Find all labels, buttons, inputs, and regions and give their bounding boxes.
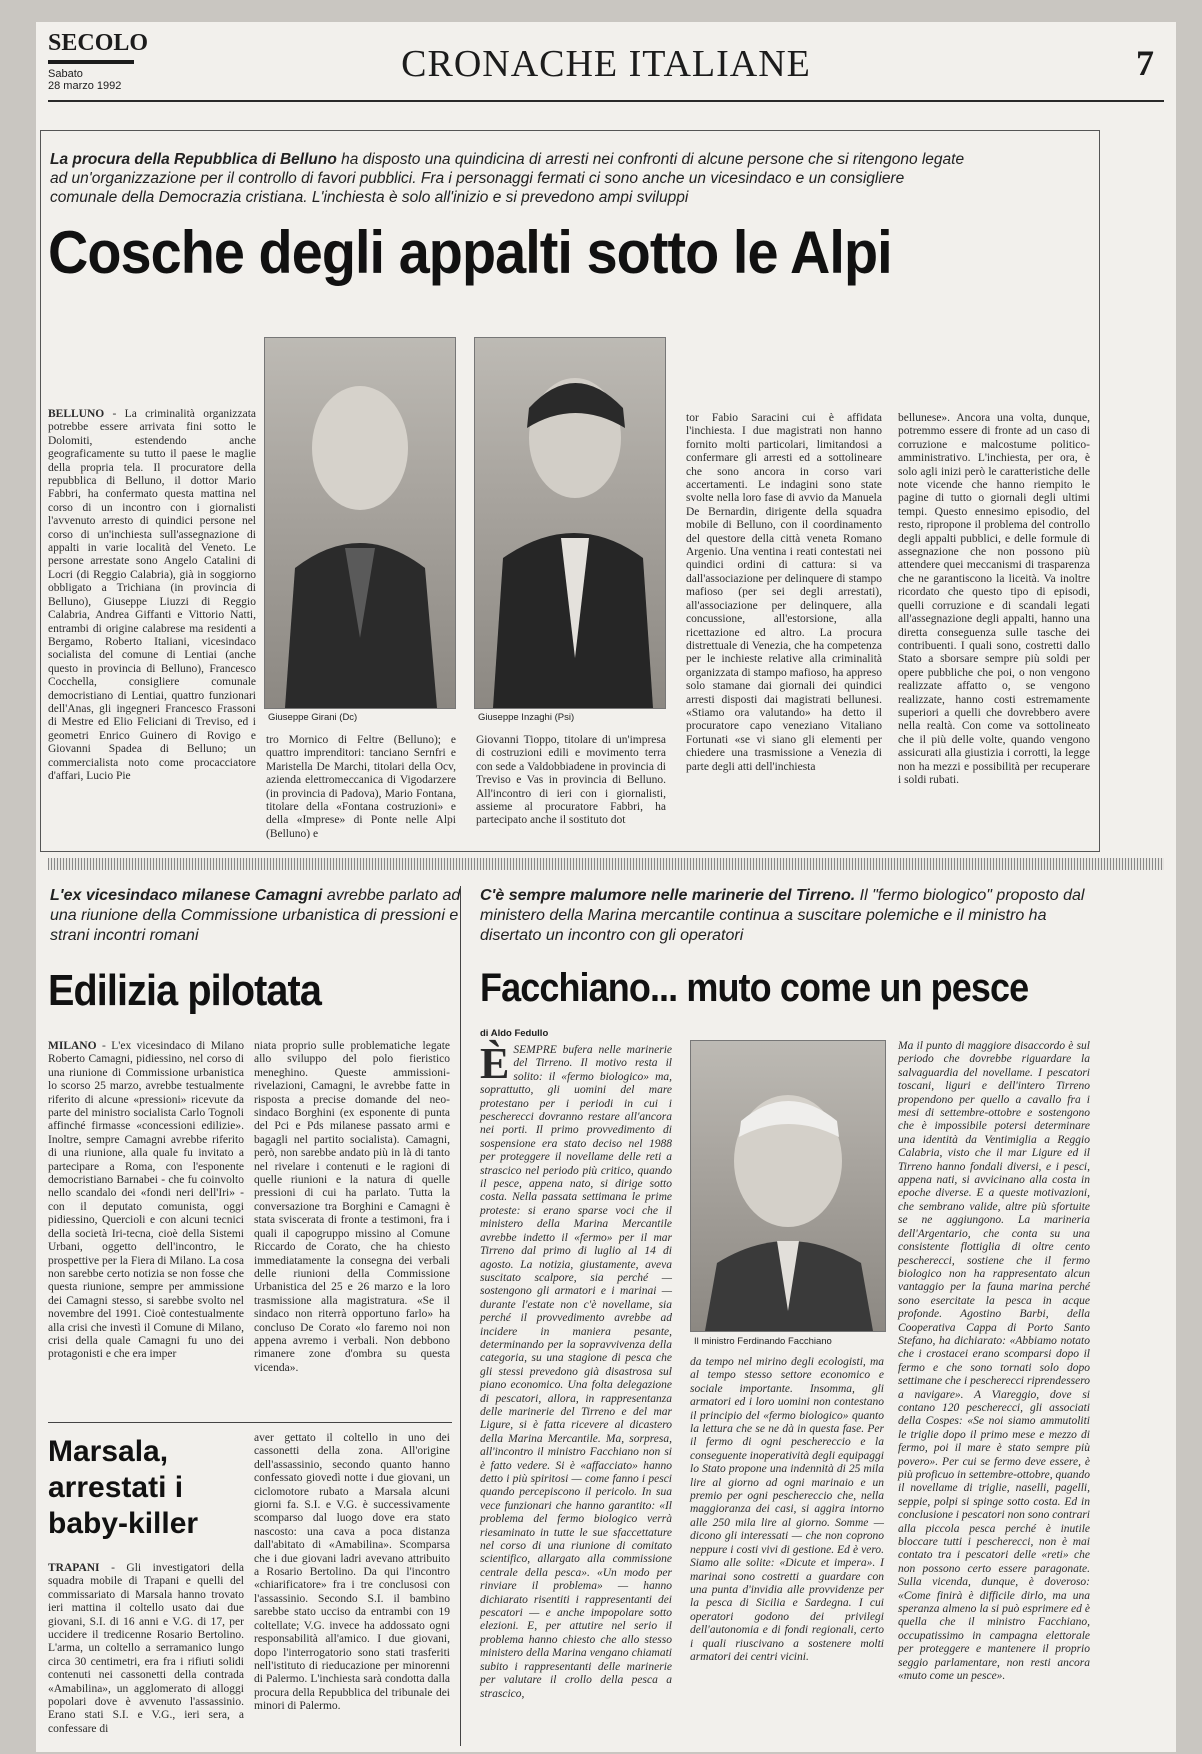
article3-kicker-rest: Il "fermo biologico" proposto dal ministero della Marina mercantile continua a suscitare polemiche e il ministro ha disertato un incontro con gli operatori [480,887,1085,944]
portrait-inzaghi-image [475,338,665,708]
article1-col5-text: bellunese». Ancora una volta, dunque, potremmo essere di fronte ad un caso di corruzione e malcostume politico-amministrativo. L'inchiesta, per ora, è solo agli inizi però le caratteristiche delle note vicende che hanno riempito le pagine di tutto o giornali degli ultimi tempi. Questo ennesimo episodio, del resto, ripropone il problema del controllo degli appalti pubblici, e delle formule di assegnazione che non possono più attendere quei meccanismi di trasparenza che ne garantiscono la liceità. Va inoltre ricordato che questo tipo di episodi, quelli corruzione e di scandali legati all'assegnazione degli appalti, hanno una diretta conseguenza sulle tasche dei contribuenti. I quali sono, costretti dallo Stato a sborsare sempre più soldi per opere pubbliche che poi, o non vengono realizzate affatto o, se vengono realizzate, hanno costi estremamente superiori a quelli che dovrebbero avere nella realtà. Con come va sottolineato che il più delle volte, quando vengono assicurati alla giustizia i corrotti, la legge non ha mezzi e possibilità per recuperare i soldi rubati. [898,412,1090,786]
article1-kicker-lead: La procura della Repubblica di Belluno [50,151,337,168]
article2-column-2 [254,1040,450,1412]
masthead-date-value: 28 marzo 1992 [48,80,122,92]
photo-facchiano [690,1040,886,1332]
article3-byline: di Aldo Fedullo [480,1028,549,1039]
article3-column-1 [480,1039,672,1744]
article1-dateline: BELLUNO [48,408,105,420]
article3-kicker [480,886,1100,946]
article2-kicker-rest: avrebbe parlato ad una riunione della Commissione urbanistica di pressioni e strani incontri romani [50,887,461,944]
article4-dateline: TRAPANI [48,1562,100,1574]
article3-col1-text: SEMPRE bufera nelle marinerie del Tirreno. Il motivo resta il solito: il «fermo biologico» ma, soprattutto, gli uomini del mare protestano per i periodi in cui i pescherecci dovranno restare all'ancora nei porti. Il primo provvedimento di sospensione era stato deciso nel 1988 per proteggere il novellame delle reti a strascico nel periodo più critico, quando il pesce, appena nato, si dirige sotto costa. Nella passata settimana le prime proteste: si erano sparse voci che il ministero della Marina Mercantile avrebbe indetto il «fermo» per il mar Tirreno dal primo di luglio al 14 di agosto. La notizia, giustamente, aveva suscitato scalpore, sia perché — sostengono gli armatori e i marinai — durante l'estate non c'è novellame, sia perché il provvedimento avrebbe ad incidere in maniera pesante, determinando per la sopravvivenza della categoria, su una stagione di pesca che gli stessi prevedono già disastrosa sul piano economico. Una folta delegazione di pescatori, allora, in rappresentanza delle marinerie del Tirreno e del mar Ligure, si è fatta ricevere al dicastero della Marina Mercantile. Ma, sorpresa, all'incontro il ministro Facchiano non si è fatto vedere. Si è «affacciato» hanno detto i più spiritosi — come fanno i pesci quando percepiscono il pericolo. In sua vece funzionari che hanno garantito: «Il problema del fermo biologico verrà riesaminato in tutte le sue sfaccettature nel corso di una riunione di comitato scientifico, allargato alla commissione centrale della pesca». «Un modo per rinviare il problema» — hanno dichiarato risentiti i rappresentanti dei pescatori — e anche impopolare sotto elezioni. E, per attutire nel serio il problema hanno chiesto che allo stesso ministero della Marina vengano chiamati subito i rappresentanti delle marinerie per valutare il crollo della pesca a strascico, [480,1044,672,1700]
article2-dateline: MILANO [48,1040,97,1052]
column-divider [460,886,461,1746]
newspaper-page [36,22,1176,1752]
article3-col2-text: da tempo nel mirino degli ecologisti, ma al tempo stesso settore economico e sociale importante. Insomma, gli armatori ed i loro uomini non contestano il principio del «fermo biologico» quanto la lettura che se ne dà in questa fase. Per il fermo di ogni peschereccio e la conseguente inoperatività degli equipaggi lo Stato propone una indennità di 25 mila lire al giorno ad ogni marinaio e un premio per ogni peschereccio che, nella maggioranza dei casi, si aggira intorno alle 250 mila lire al giorno. Somme — dicono gli interessati — che non coprono neppure i costi vivi di gestione. Ed è vero. Siamo alle solite: «Dicute et impera». I marinai sono costretti a guardare con una punta d'invidia alle provvidenze per la pesca di Sicilia e Sardegna. I cui operatori godono dei privilegi dell'autonomia e di fondi regionali, certo i quali riuscivano a sostenere molti armatori dei centri vicini. [690,1356,884,1663]
article2-column-1 [48,1040,244,1412]
article4-column-2 [254,1432,450,1742]
article1-col2-text: tro Mornico di Feltre (Belluno); e quattro imprenditori: tanciano Sernfri e Maristella De Marchi, titolari della Ocv, azienda elettromeccanica di Vigodarzere (in provincia di Padova), Mario Fontana, titolare della «Fontana costruzioni» e della «Imprese» di Ponte nelle Alpi (Belluno) e [266,734,456,840]
article3-column-2 [690,1356,884,1744]
article1-column-5 [898,412,1090,830]
article2-bottom-rule [48,1422,452,1423]
article4-col2-text: aver gettato il coltello in uno dei cassonetti della zona. All'origine dell'assassinio, secondo quanto hanno confessato giovedì notte i due giovani, un ciclomotore rubato a Marsala alcuni giorni fa. S.I. e V.G. è successivamente scomparso dal luogo dove era stato nascosto: una cava a poca distanza dall'abitato di «Amabilina». Scomparsa che i due giovani ladri avevano attribuito a Rosario Bertolino. Da qui l'incontro «chiarificatore» fra i tre conclusosi con l'assassinio. Secondo S.I. il bambino sarebbe stato ucciso da entrambi con 19 coltellate; V.G. invece ha addossato ogni responsabilità all'amico. I due giovani, dopo l'interrogatorio sono stati trasferiti nell'istituto di rieducazione per minorenni di Palermo. L'inchiesta sarà condotta dalla procura della Repubblica del tribunale dei minori di Palermo. [254,1432,450,1713]
article3-headline: Facchiano... muto come un pesce [480,966,1029,1010]
article2-col2-text: niata proprio sulle problematiche legate allo sviluppo del polo fieristico meneghino. Queste ammissioni-rivelazioni, Camagni, le avrebbe fatte in risposta a precise domande del neo-sindaco Borghini (ex esponente di punta del Pci e Pds milanese passato armi e bagagli nel partito socialista). Camagni, però, non sarebbe andato più in là di tanto nel rivelare i contenuti e le ragioni di quelle riunioni e la natura di quelle pressioni di cui ha parlato. Tutta la conversazione tra Borghini e Camagni è stata sviscerata di fronte a testimoni, fra i quali il capogruppo missino al Comune Riccardo de Corato, che ha chiesto immediatamente la consegna dei verbali delle riunioni della Commissione Urbanistica del 25 e 26 marzo e la loro trasmissione alla magistratura. «Se il sindaco non riterrà opportuno farlo» ha concluso De Corato «lo faremo noi non appena avremo i verbali. Non debbono rimanere zone d'ombra su questa vicenda». [254,1040,450,1374]
article3-column-3 [898,1040,1090,1744]
article1-column-1 [48,408,256,830]
article3-col3-text: Ma il punto di maggiore disaccordo è sul periodo che dovrebbe riguardare la salvaguardia del novellame. I pescatori toscani, liguri e dell'intero Tirreno propendono per quello a cavallo fra i mesi di settembre-ottobre e sostengono che è impossibile potersi determinare una identità da Ventimiglia a Reggio Calabria, visto che il mar Ligure ed il Tirreno hanno fondali diversi, e i pesci, appena nati, si avvicinano alla costa in epoche diverse. E a queste motivazioni, che sembrano valide, altre più sfortuite se ne aggiungono. La marineria dell'Argentario, che conta su una consistente flottiglia di oltre cento pescherecci, sostiene che il fermo biologico non ha rappresentato alcun vantaggio per la fauna marina perché sono esercitate la pesca in acque profonde. Agostino Barbi, della Cooperativa Cappa di Porto Santo Stefano, ha dichiarato: «Abbiamo notato che i crostacei erano scomparsi dopo il fermo e che sono tornati solo dopo settimane che i pescherecci riprendessero a navigare». A Viareggio, dove si contano 120 pescherecci, gli associati della Cospes: «Se noi siamo ammutoliti le triglie dopo il primo mese e mezzo di fermo, poi il mare è stato sempre più povero». Per cui se fermo deve essere, è più proficuo in settembre-ottobre, quando il novellame di triglie, naselli, pagelli, seppie, polpi si spinge sotto costa. Ed in conclusione i pescatori non sono contrari alla piccola pesca perché è inutile bloccare tutti i pescherecci, non è mai contato tra i pescatori delle «reti» che non possono certo essere paragonate. Sulla vicenda, dunque, è doveroso: «Come finirà è difficile dirlo, ma una speranza almeno la si può esprimere ed è quella che il ministro Facchiano, occupatissimo in campagna elettorale per proteggere e mantenere il proprio seggio parlamentare, non resti ancora «muto come un pesce». [898,1040,1090,1683]
newspaper-logo: SECOLO [48,30,149,56]
article3-dropcap: È [480,1039,510,1088]
article3-kicker-lead: C'è sempre malumore nelle marinerie del Tirreno. [480,887,856,904]
article1-column-2 [266,734,456,840]
article1-column-4 [686,412,882,830]
masthead-day: Sabato [48,68,83,80]
article1-col3-text: Giovanni Tioppo, titolare di un'impresa di costruzioni edili e movimento terra con sede a Valdobbiadene in provincia di Treviso e Vas in provincia di Belluno. All'incontro di ieri con i giornalisti, assieme al procuratore Fabbri, ha partecipato anche il sostituto dot [476,734,666,827]
section-title: CRONACHE ITALIANE [401,43,811,85]
article2-headline: Edilizia pilotata [48,966,321,1015]
article1-headline: Cosche degli appalti sotto le Alpi [48,219,892,286]
article1-col4-text: tor Fabio Saracini cui è affidata l'inchiesta. I due magistrati non hanno fornito molti particolari, limitandosi a confermare gli arresti ed a sottolineare che sono ancora in corso vari accertamenti. Le indagini sono state svolte nella loro fase di avvio da Manuela De Bernardin, dirigente della squadra mobile di Belluno, con il coordinamento del questore della città veneta Romano Argenio. Una ventina i reati contestati nei quindici ordini di cattura: si va dall'associazione per delinquere di stampo mafioso (per sei degli arrestati), all'associazione per delinquere, alla concussione, all'estorsione, alla ricettazione ed altro. La procura distrettuale di Venezia, che ha competenza per le inchieste relative alla criminalità organizzata di stampo mafioso, ha appreso solo stamane dai giornali dei quindici arresti disposti dai magistrati bellunesi. «Stiamo ora valutando» ha detto il procuratore capo veneziano Vitaliano Fortunati «se vi siano gli elementi per chiedere una trasmissione a Venezia di parte degli atti dell'inchiesta [686,412,882,773]
article2-kicker [50,886,470,946]
portrait-facchiano-image [691,1041,885,1331]
article1-kicker [50,150,970,207]
caption-inzaghi: Giuseppe Inzaghi (Psi) [478,712,575,723]
caption-facchiano: Il ministro Ferdinando Facchiano [694,1336,832,1347]
article1-kicker-rest: ha disposto una quindicina di arresti nei confronti di alcune persone che si ritengono legate ad un'organizzazione per il controllo di favori pubblici. Fra i personaggi fermati ci sono anche un vicesindaco e un consigliere comunale della Democrazia cristiana. L'inchiesta è solo all'inizio e si prevedono ampi sviluppi [50,151,965,206]
page-number: 7 [1136,43,1154,83]
article1-column-3 [476,734,666,830]
photo-inzaghi [474,337,666,709]
article2-kicker-lead: L'ex vicesindaco milanese Camagni [50,887,323,904]
article1-col1-text: - La criminalità organizzata potrebbe essere arrivata fini sotto le Dolomiti, estendendo anche geograficamente su tutto il paese le maglie della propria tela. Il procuratore della repubblica di Belluno, il dottor Mario Fabbri, ha confermato questa mattina nel corso di un incontro con i giornalisti l'avvenuto arresto di quindici persone nel corso di un'inchiesta sull'assegnazione di appalti in varie località del Veneto. Le persone arrestate sono Angelo Catalini di Locri (di Reggio Calabria), già in soggiorno obbligato a Trichiana (in provincia di Belluno), Giuseppe Liuzzi di Reggio Calabria, Andrea Giffanti e Vittorio Natti, entrambi di origine calabrese ma residenti a Bergamo, Roberto Italiani, vicesindaco socialista del comune di Lentiai (anche questo in provincia di Belluno), Francesco Cocchella, consigliere comunale democristiano di Lentiai, quattro funzionari dell'Anas, gli ingegneri Francesco Frassoni di Mestre ed Elio Feliciani di Treviso, ed i geometri Enrico Guinero di Rovigo e Giovanni Spadea di Belluno; un commercialista noto come procacciatore d'affari, Lucio Pie [48,408,256,782]
photo-girani [264,337,456,709]
caption-girani: Giuseppe Girani (Dc) [268,712,358,723]
article4-headline: Marsala, arrestati i baby-killer [48,1435,199,1540]
article4-col1-text: - Gli investigatori della squadra mobile di Trapani e quelli del commissariato di Marsala hanno trovato ieri mattina il coltello usato dai due giovani, S.I. di 16 anni e V.G. di 17, per uccidere il tredicenne Rosario Bertolino. L'arma, un coltello a serramanico lungo circa 30 centimetri, era fra i rifiuti solidi contenuti nei cassonetti della contrada «Amabilina», un agglomerato di alloggi popolari dove è avvenuto l'assassinio. Erano stati S.I. e V.G., ieri sera, a confessare di [48,1562,244,1735]
portrait-girani-image [265,338,455,708]
masthead-rule [48,100,1164,102]
section-separator [48,858,1164,870]
article4-column-1 [48,1562,244,1742]
article2-col1-text: - L'ex vicesindaco di Milano Roberto Camagni, pidiessino, nel corso di una riunione di Commissione urbanistica lo scorso 25 marzo, avrebbe testualmente riferito di alcune «pressioni» ricevute da parte del ministro socialista Carlo Tognoli affinché firmasse «concessioni edilizie». Inoltre, sempre Camagni avrebbe riferito di una riunione, alla quale fu invitato a partecipare a Roma, con l'esponente democristiano Barnabei - che fu coinvolto nello scandalo dei «fondi neri dell'Iri» - con il deputato comunista, oggi pidiessino, Quercioli e con alcuni tecnici della società Iri-tecna, cioè della Sistemi Urbani, oggetto dell'incontro, le prospettive per la Fiera di Milano. La cosa non sarebbe certo notizia se non fosse che questa riunione, sempre per ammissione dei Camagni stesso, si sarebbe svolto nel novembre del 1991. Cioè contestualmente alla crisi che investì il Comune di Milano, crisi della quale Camagni fu uno dei protagonisti e che era imper [48,1040,244,1361]
